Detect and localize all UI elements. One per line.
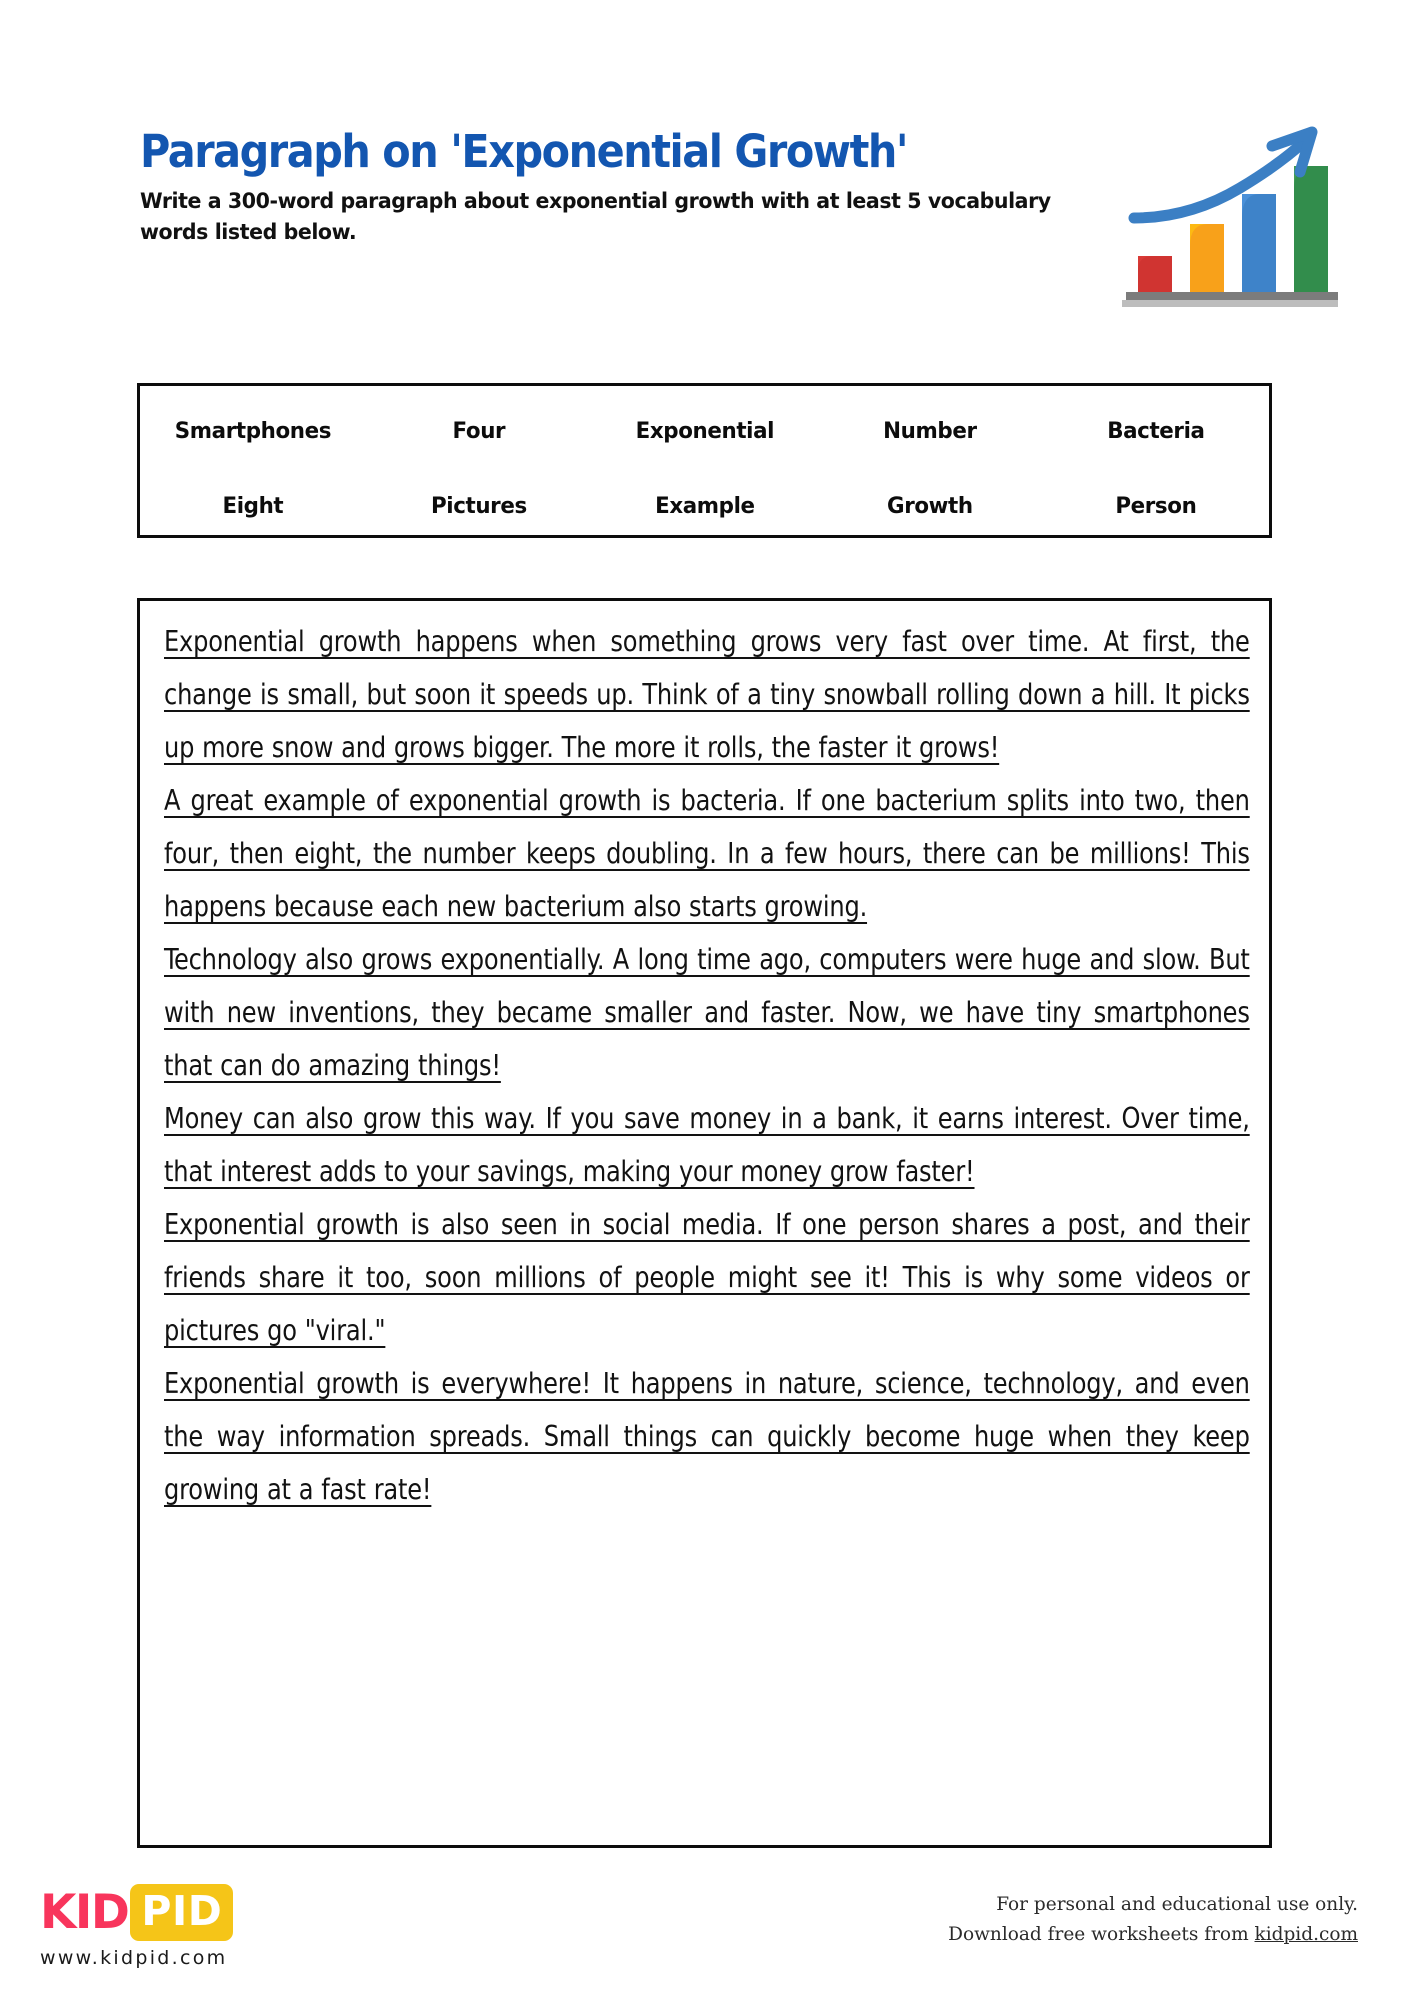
vocabulary-word: Example	[654, 492, 755, 519]
answer-paragraph: Money can also grow this way. If you save money in a bank, it earns interest. Over time, that interest adds to your savings, making your money grow faster!	[164, 1102, 1250, 1188]
footer-notice-prefix: Download free worksheets from	[948, 1923, 1255, 1945]
vocabulary-box	[137, 383, 1272, 538]
logo-website-url: www.kidpid.com	[40, 1947, 228, 1969]
answer-paragraph: A great example of exponential growth is bacteria. If one bacterium splits into two, then four, then eight, the number keeps doubling. In a few hours, there can be millions! This happens because each new bacterium also starts growing.	[164, 784, 1250, 923]
vocabulary-row	[140, 469, 1269, 544]
kidpid-link[interactable]: kidpid.com	[1254, 1923, 1358, 1945]
chart-base-top	[1126, 292, 1338, 300]
logo-kid-text: KID	[40, 1884, 129, 1940]
answer-paragraph: Exponential growth happens when something grows very fast over time. At first, the change is small, but soon it speeds up. Think of a tiny snowball rolling down a hill. It picks up more snow and grows bigger. The more it rolls, the faster it grows!	[164, 625, 1250, 764]
page-subtitle: Write a 300-word paragraph about exponential growth with at least 5 vocabulary words listed below.	[140, 189, 1051, 245]
vocabulary-word: Four	[452, 418, 506, 445]
vocabulary-word: Pictures	[430, 492, 527, 519]
answer-paragraph: Exponential growth is everywhere! It happens in nature, science, technology, and even the way information spreads. Small things can quickly become huge when they keep growing at a fast rate!	[164, 1367, 1250, 1506]
vocabulary-word: Eight	[222, 492, 284, 519]
footer-notice	[948, 1890, 1358, 1950]
vocabulary-word: Growth	[887, 492, 974, 519]
vocabulary-word: Smartphones	[174, 418, 332, 445]
vocabulary-row	[140, 386, 1269, 469]
chart-base-bottom	[1122, 300, 1338, 307]
logo-pid-badge: PID	[130, 1884, 233, 1941]
vocabulary-word: Person	[1115, 492, 1197, 519]
bar-chart-growth-icon	[1120, 118, 1350, 308]
footer-notice-line-1: For personal and educational use only.	[996, 1894, 1358, 1915]
answer-paragraph: Exponential growth is also seen in social media. If one person shares a post, and their friends share it too, soon millions of people might see it! This is why some videos or pictures go "viral."	[164, 1208, 1250, 1347]
worksheet-header	[140, 125, 1275, 308]
vocabulary-word: Bacteria	[1107, 418, 1205, 445]
kidpid-logo[interactable]	[40, 1884, 233, 1969]
page-footer	[0, 1870, 1414, 2000]
answer-paragraph: Technology also grows exponentially. A long time ago, computers were huge and slow. But with new inventions, they became smaller and faster. Now, we have tiny smartphones that can do amazing things!	[164, 943, 1250, 1082]
header-text-block	[140, 125, 1100, 248]
vocabulary-word: Exponential	[635, 418, 774, 445]
footer-notice-line-2	[948, 1920, 1358, 1950]
answer-writing-box[interactable]	[137, 598, 1272, 1848]
vocabulary-word: Number	[883, 418, 978, 445]
logo-mark	[40, 1884, 233, 1940]
page-title: Paragraph on 'Exponential Growth'	[140, 125, 908, 178]
growth-arrow-curve	[1134, 140, 1306, 218]
